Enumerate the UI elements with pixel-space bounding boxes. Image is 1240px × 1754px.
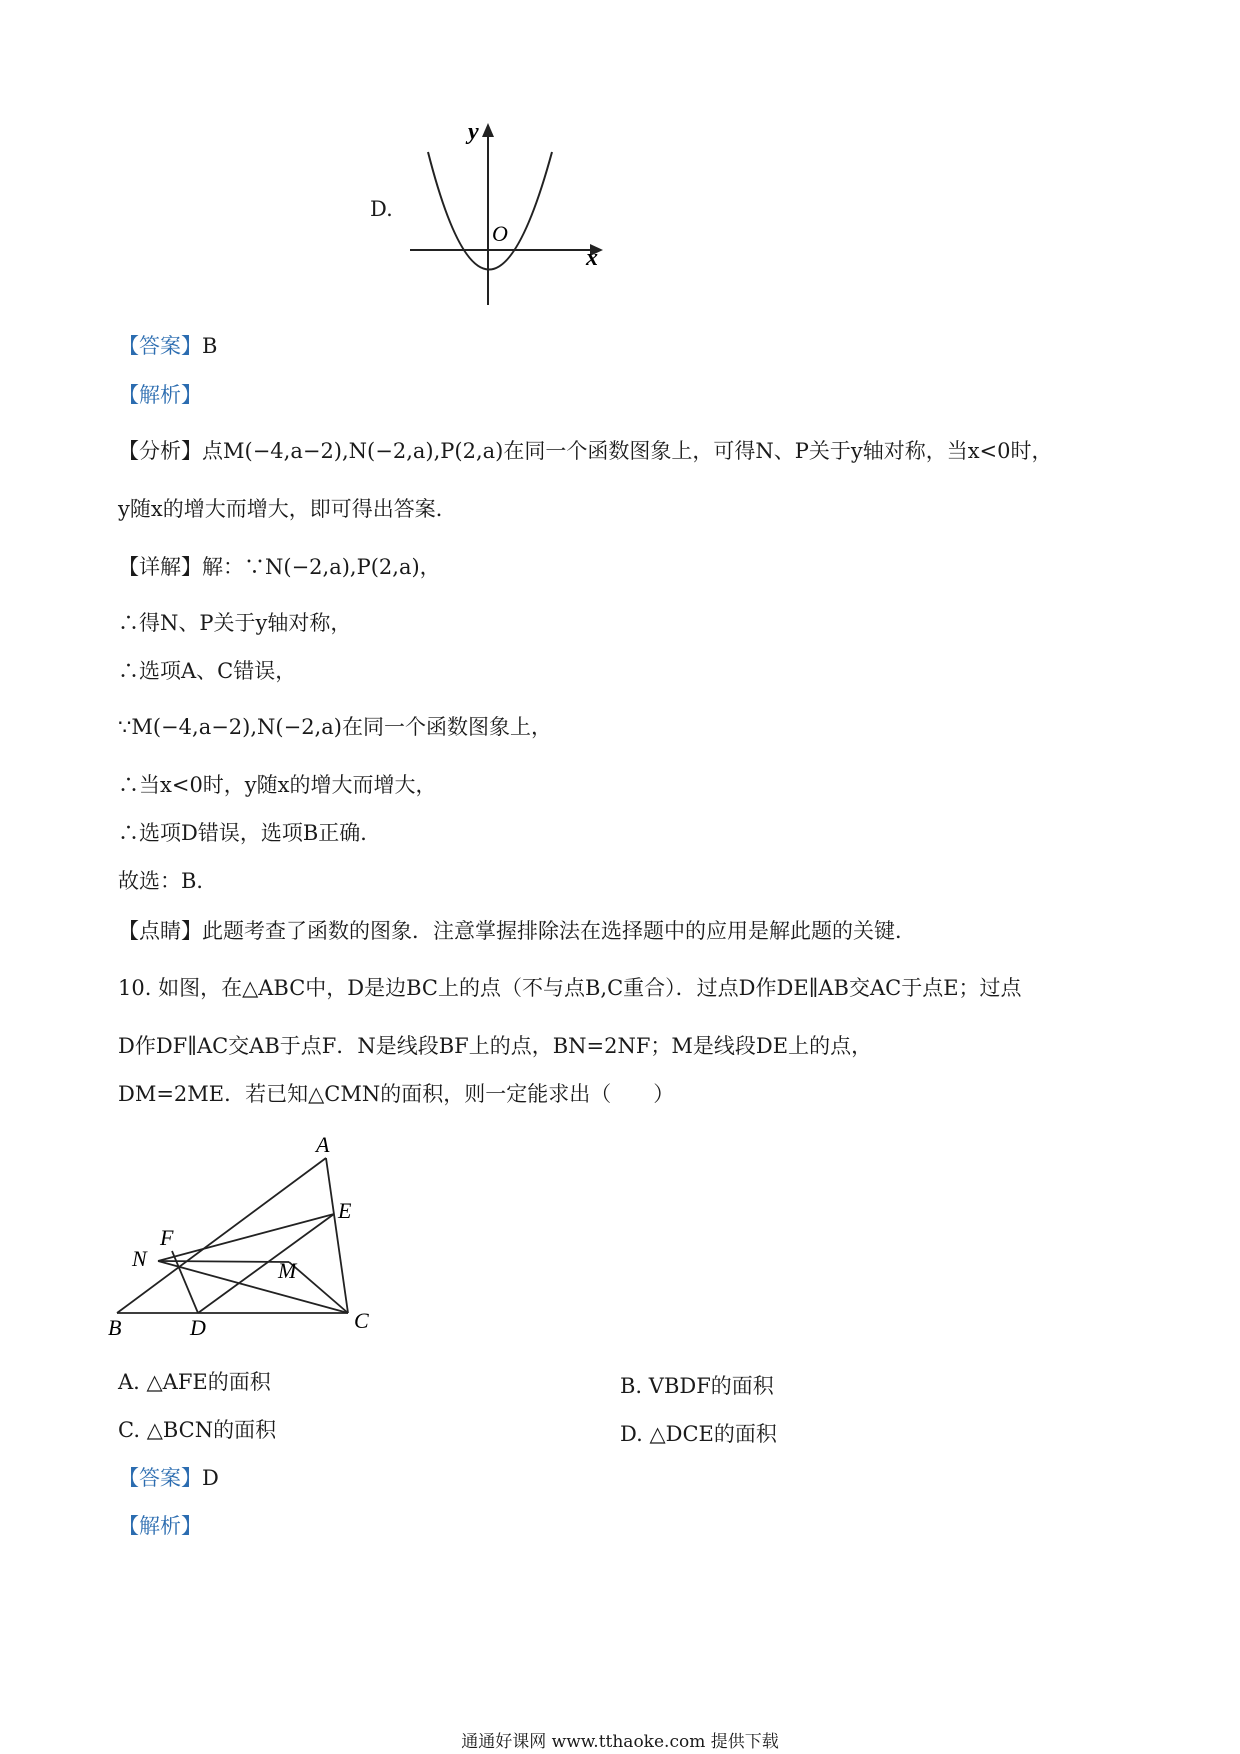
q9-step: ∴选项A、C错误， — [118, 659, 297, 683]
xiangjie-tag: 【详解】 — [118, 555, 202, 579]
vertex-d: D — [190, 1315, 206, 1340]
vertex-f: F — [160, 1225, 174, 1250]
vertex-e: E — [338, 1198, 352, 1223]
fenxi-tag: 【分析】 — [118, 439, 202, 463]
vertex-b: B — [108, 1315, 122, 1340]
q9-step: ∴得N、P关于y轴对称， — [118, 611, 352, 635]
triangle-figure — [100, 1125, 400, 1340]
q9-fenxi-line2: y随x的增大而增大，即可得出答案． — [118, 497, 457, 521]
answer-tag: 【答案】 — [118, 334, 202, 358]
q9-step: 故选：B． — [118, 869, 218, 893]
vertex-a: A — [316, 1132, 330, 1157]
q10-option-d: D. △DCE的面积 — [620, 1422, 777, 1446]
q9-step: ∴当x<0时，y随x的增大而增大， — [118, 773, 437, 797]
q9-fenxi-line1: 【分析】点M(−4,a−2),N(−2,a),P(2,a)在同一个函数图象上，可得N、P关于y轴对称，当x<0时， — [118, 439, 1053, 463]
y-axis-label: y — [468, 119, 479, 145]
answer-value: D — [202, 1466, 219, 1490]
q10-line1: 10. 如图，在△ABC中，D是边BC上的点（不与点B,C重合）．过点D作DE∥AB交AC于点E；过点 — [118, 976, 1022, 1000]
parabola-graph — [400, 115, 620, 315]
q10-option-a: A. △AFE的面积 — [118, 1370, 271, 1394]
vertex-c: C — [354, 1308, 369, 1333]
q10-line3: DM=2ME．若已知△CMN的面积，则一定能求出（ ） — [118, 1082, 675, 1106]
q9-xiangjie-line: 【详解】解：∵N(−2,a),P(2,a)， — [118, 555, 441, 579]
q9-analysis-tag: 【解析】 — [118, 383, 202, 407]
vertex-n: N — [132, 1246, 147, 1271]
answer-value: B — [202, 334, 218, 358]
q10-answer-line — [118, 1466, 219, 1491]
q9-step: ∵M(−4,a−2),N(−2,a)在同一个函数图象上， — [118, 715, 552, 739]
q10-option-b: B. VBDF的面积 — [620, 1374, 774, 1398]
q9-step: ∴选项D错误，选项B正确． — [118, 821, 382, 845]
q10-line2: D作DF∥AC交AB于点F．N是线段BF上的点，BN=2NF；M是线段DE上的点， — [118, 1034, 873, 1058]
origin-label: O — [492, 221, 508, 246]
vertex-m: M — [278, 1258, 297, 1283]
q10-analysis-tag: 【解析】 — [118, 1514, 202, 1538]
q9-dianjing-line: 【点睛】此题考查了函数的图象．注意掌握排除法在选择题中的应用是解此题的关键． — [118, 919, 916, 943]
page-footer: 通通好课网 www.tthaoke.com 提供下载 — [461, 1732, 779, 1752]
q9-answer-line — [118, 334, 217, 359]
dianjing-tag: 【点睛】 — [118, 919, 202, 943]
x-axis-label: x — [586, 245, 598, 271]
answer-tag: 【答案】 — [118, 1466, 202, 1490]
option-d-label: D. — [370, 197, 393, 221]
q10-option-c: C. △BCN的面积 — [118, 1418, 277, 1442]
